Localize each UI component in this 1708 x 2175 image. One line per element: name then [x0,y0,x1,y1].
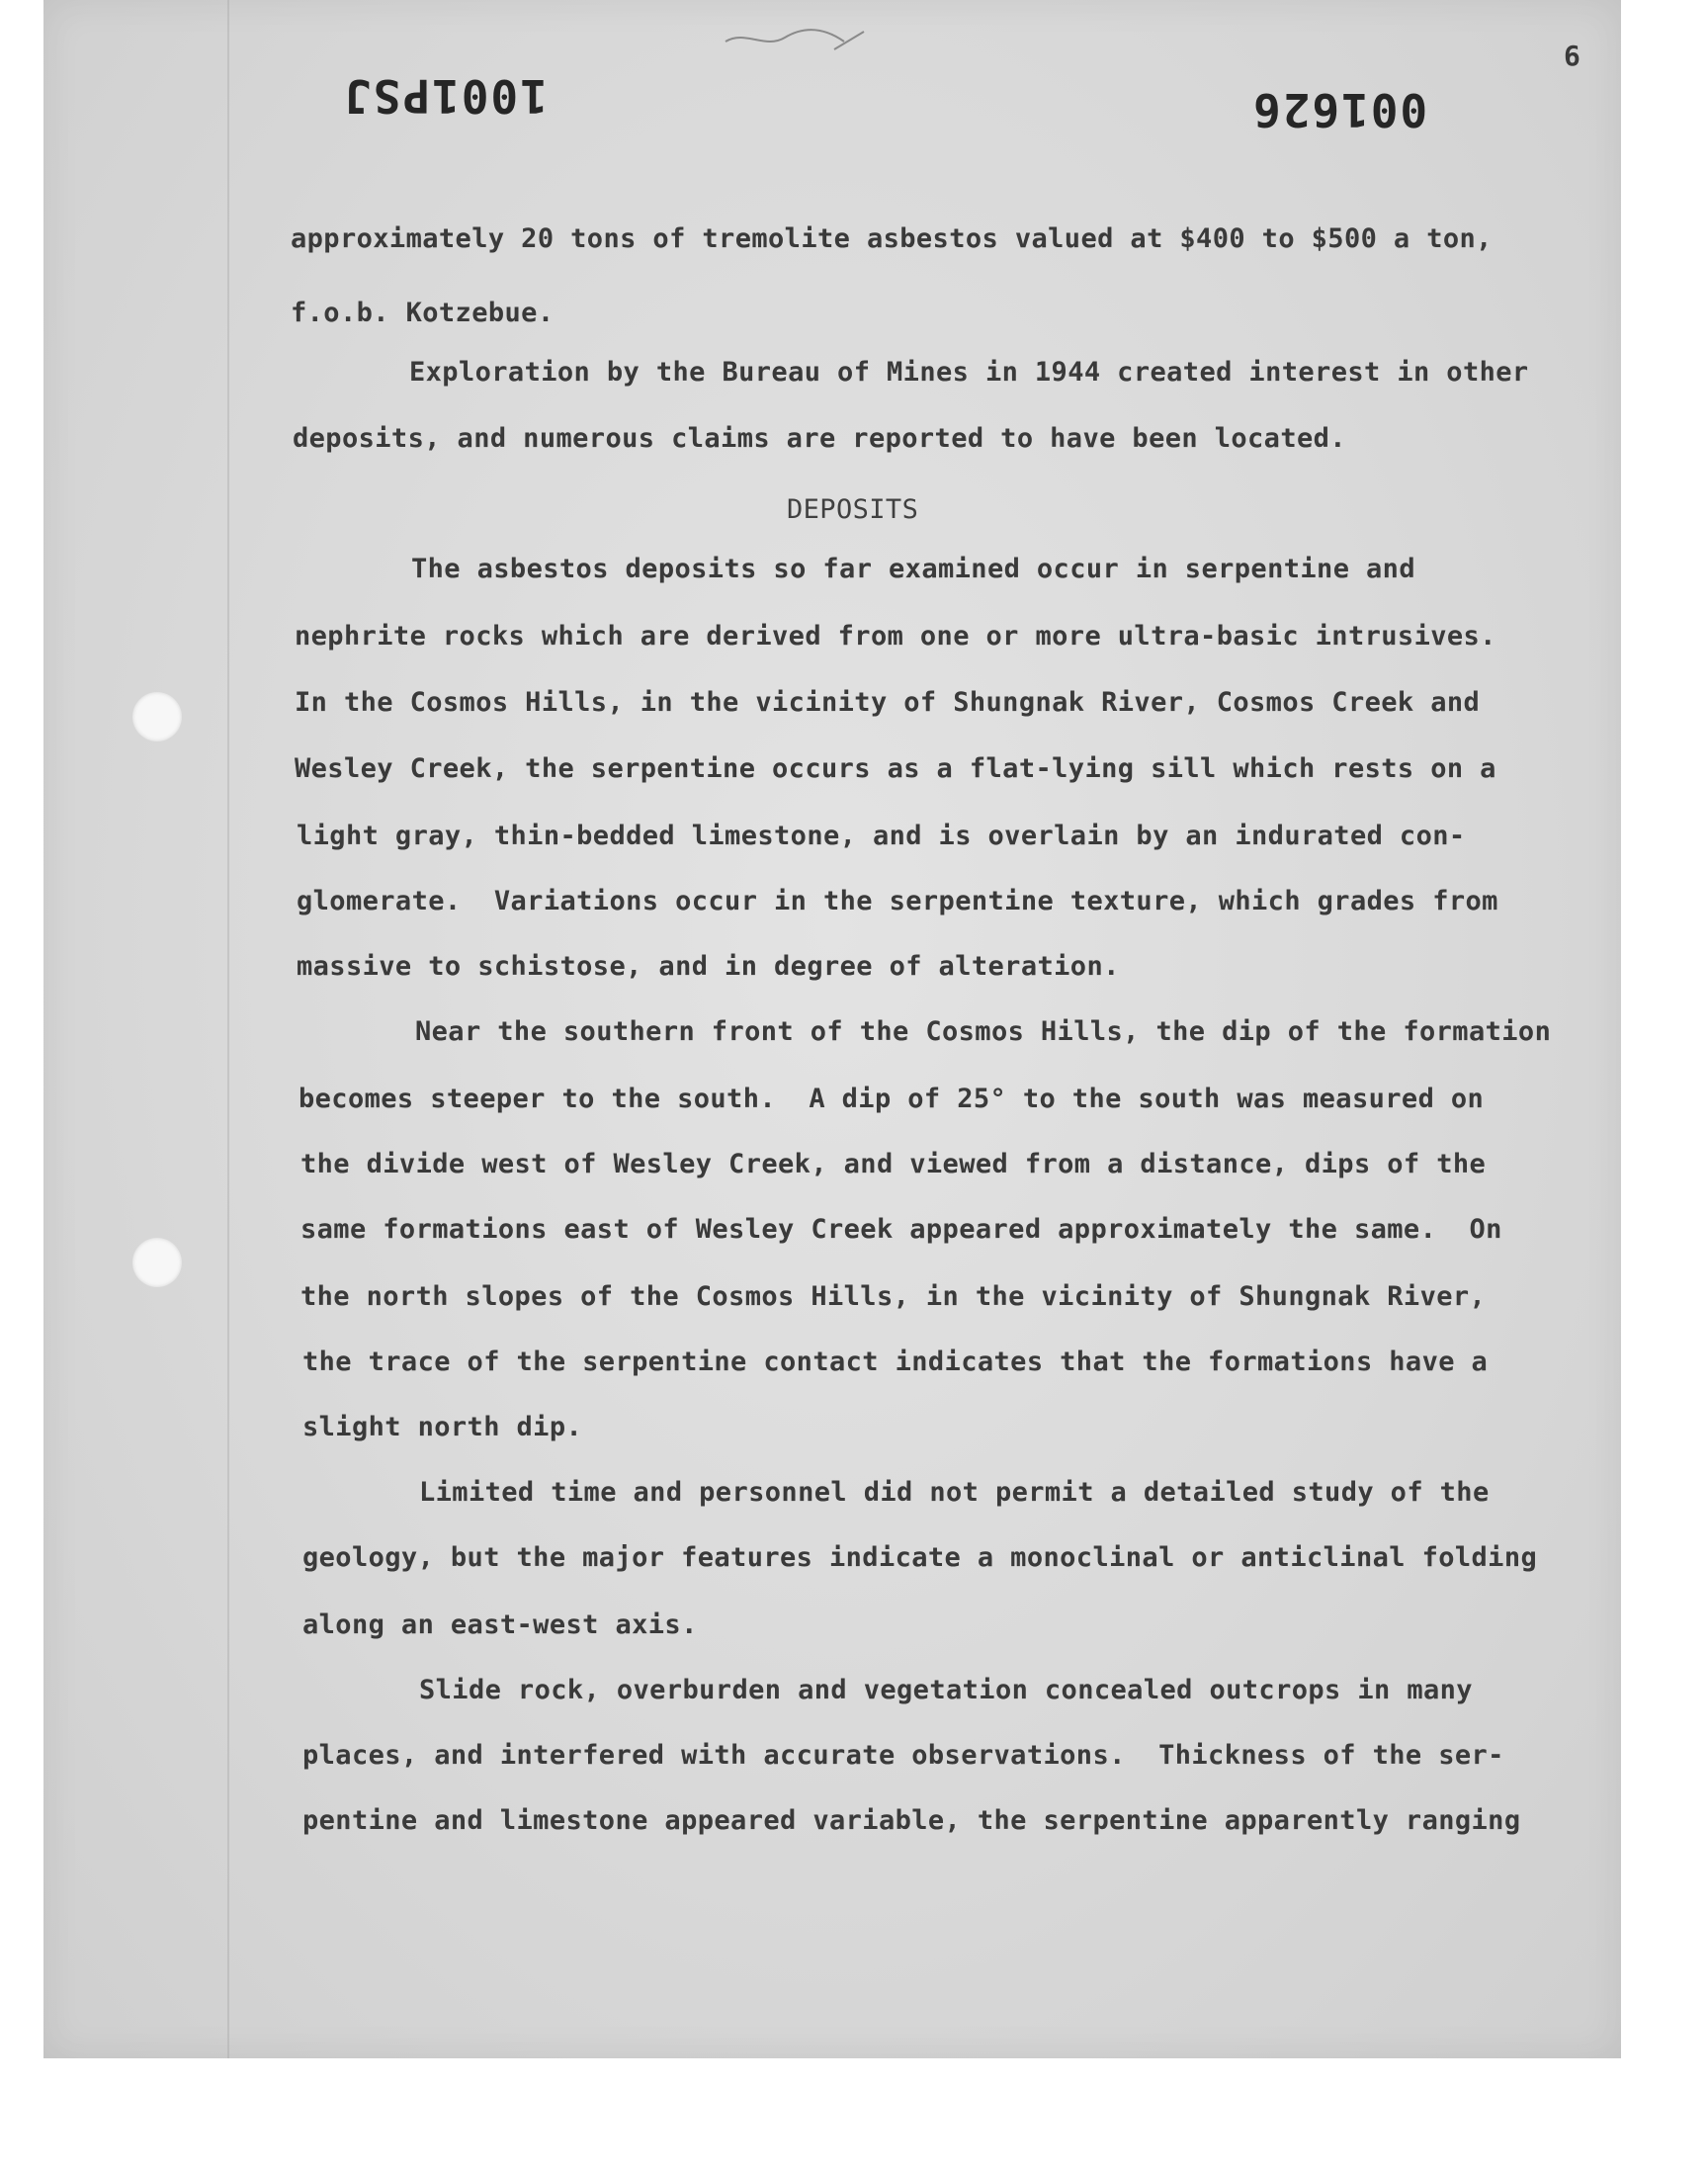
text-line: along an east-west axis. [302,1610,698,1640]
stamp-left: 1001PSJ [342,69,548,123]
text-line: the trace of the serpentine contact indicates that the formations have a [302,1347,1489,1377]
text-line: pentine and limestone appeared variable, the serpentine apparently ranging [302,1805,1521,1836]
text-line: the north slopes of the Cosmos Hills, in the vicinity of Shungnak River, [300,1281,1487,1312]
scanned-page [43,0,1621,2058]
text-line: Near the southern front of the Cosmos Hills, the dip of the formation [415,1016,1552,1047]
text-line: geology, but the major features indicate a monoclinal or anticlinal folding [302,1542,1538,1573]
text-line: Limited time and personnel did not permit a detailed study of the [419,1477,1490,1508]
section-heading: DEPOSITS [787,494,919,525]
text-line: The asbestos deposits so far examined occur in serpentine and [411,554,1415,584]
text-line: places, and interfered with accurate observations. Thickness of the ser- [302,1740,1504,1771]
text-line: slight north dip. [302,1412,583,1442]
text-line: f.o.b. Kotzebue. [291,298,555,328]
text-line: glomerate. Variations occur in the serpentine texture, which grades from [297,886,1498,916]
text-line: massive to schistose, and in degree of alteration. [297,951,1120,982]
text-line: Slide rock, overburden and vegetation concealed outcrops in many [419,1675,1473,1705]
punch-hole-bottom [132,1238,182,1287]
text-line: the divide west of Wesley Creek, and viewed from a distance, dips of the [300,1149,1487,1179]
page-number: 6 [1564,40,1580,72]
text-line: Exploration by the Bureau of Mines in 1944 created interest in other [409,357,1529,388]
text-line: approximately 20 tons of tremolite asbestos valued at $400 to $500 a ton, [291,223,1493,254]
text-line: becomes steeper to the south. A dip of 25° to the south was measured on [299,1084,1485,1114]
text-line: deposits, and numerous claims are reported to have been located. [293,423,1346,454]
text-line: nephrite rocks which are derived from one or more ultra-basic intrusives. [295,621,1496,652]
text-line: In the Cosmos Hills, in the vicinity of Shungnak River, Cosmos Creek and [295,687,1481,718]
text-line: same formations east of Wesley Creek appeared approximately the same. On [300,1214,1502,1245]
stamp-right: 001626 [1251,83,1428,136]
text-line: Wesley Creek, the serpentine occurs as a flat-lying sill which rests on a [295,753,1496,784]
page-edge-line [227,0,229,2058]
punch-hole-top [132,692,182,741]
handwritten-mark [716,20,894,59]
text-line: light gray, thin-bedded limestone, and is overlain by an indurated con- [297,821,1466,851]
